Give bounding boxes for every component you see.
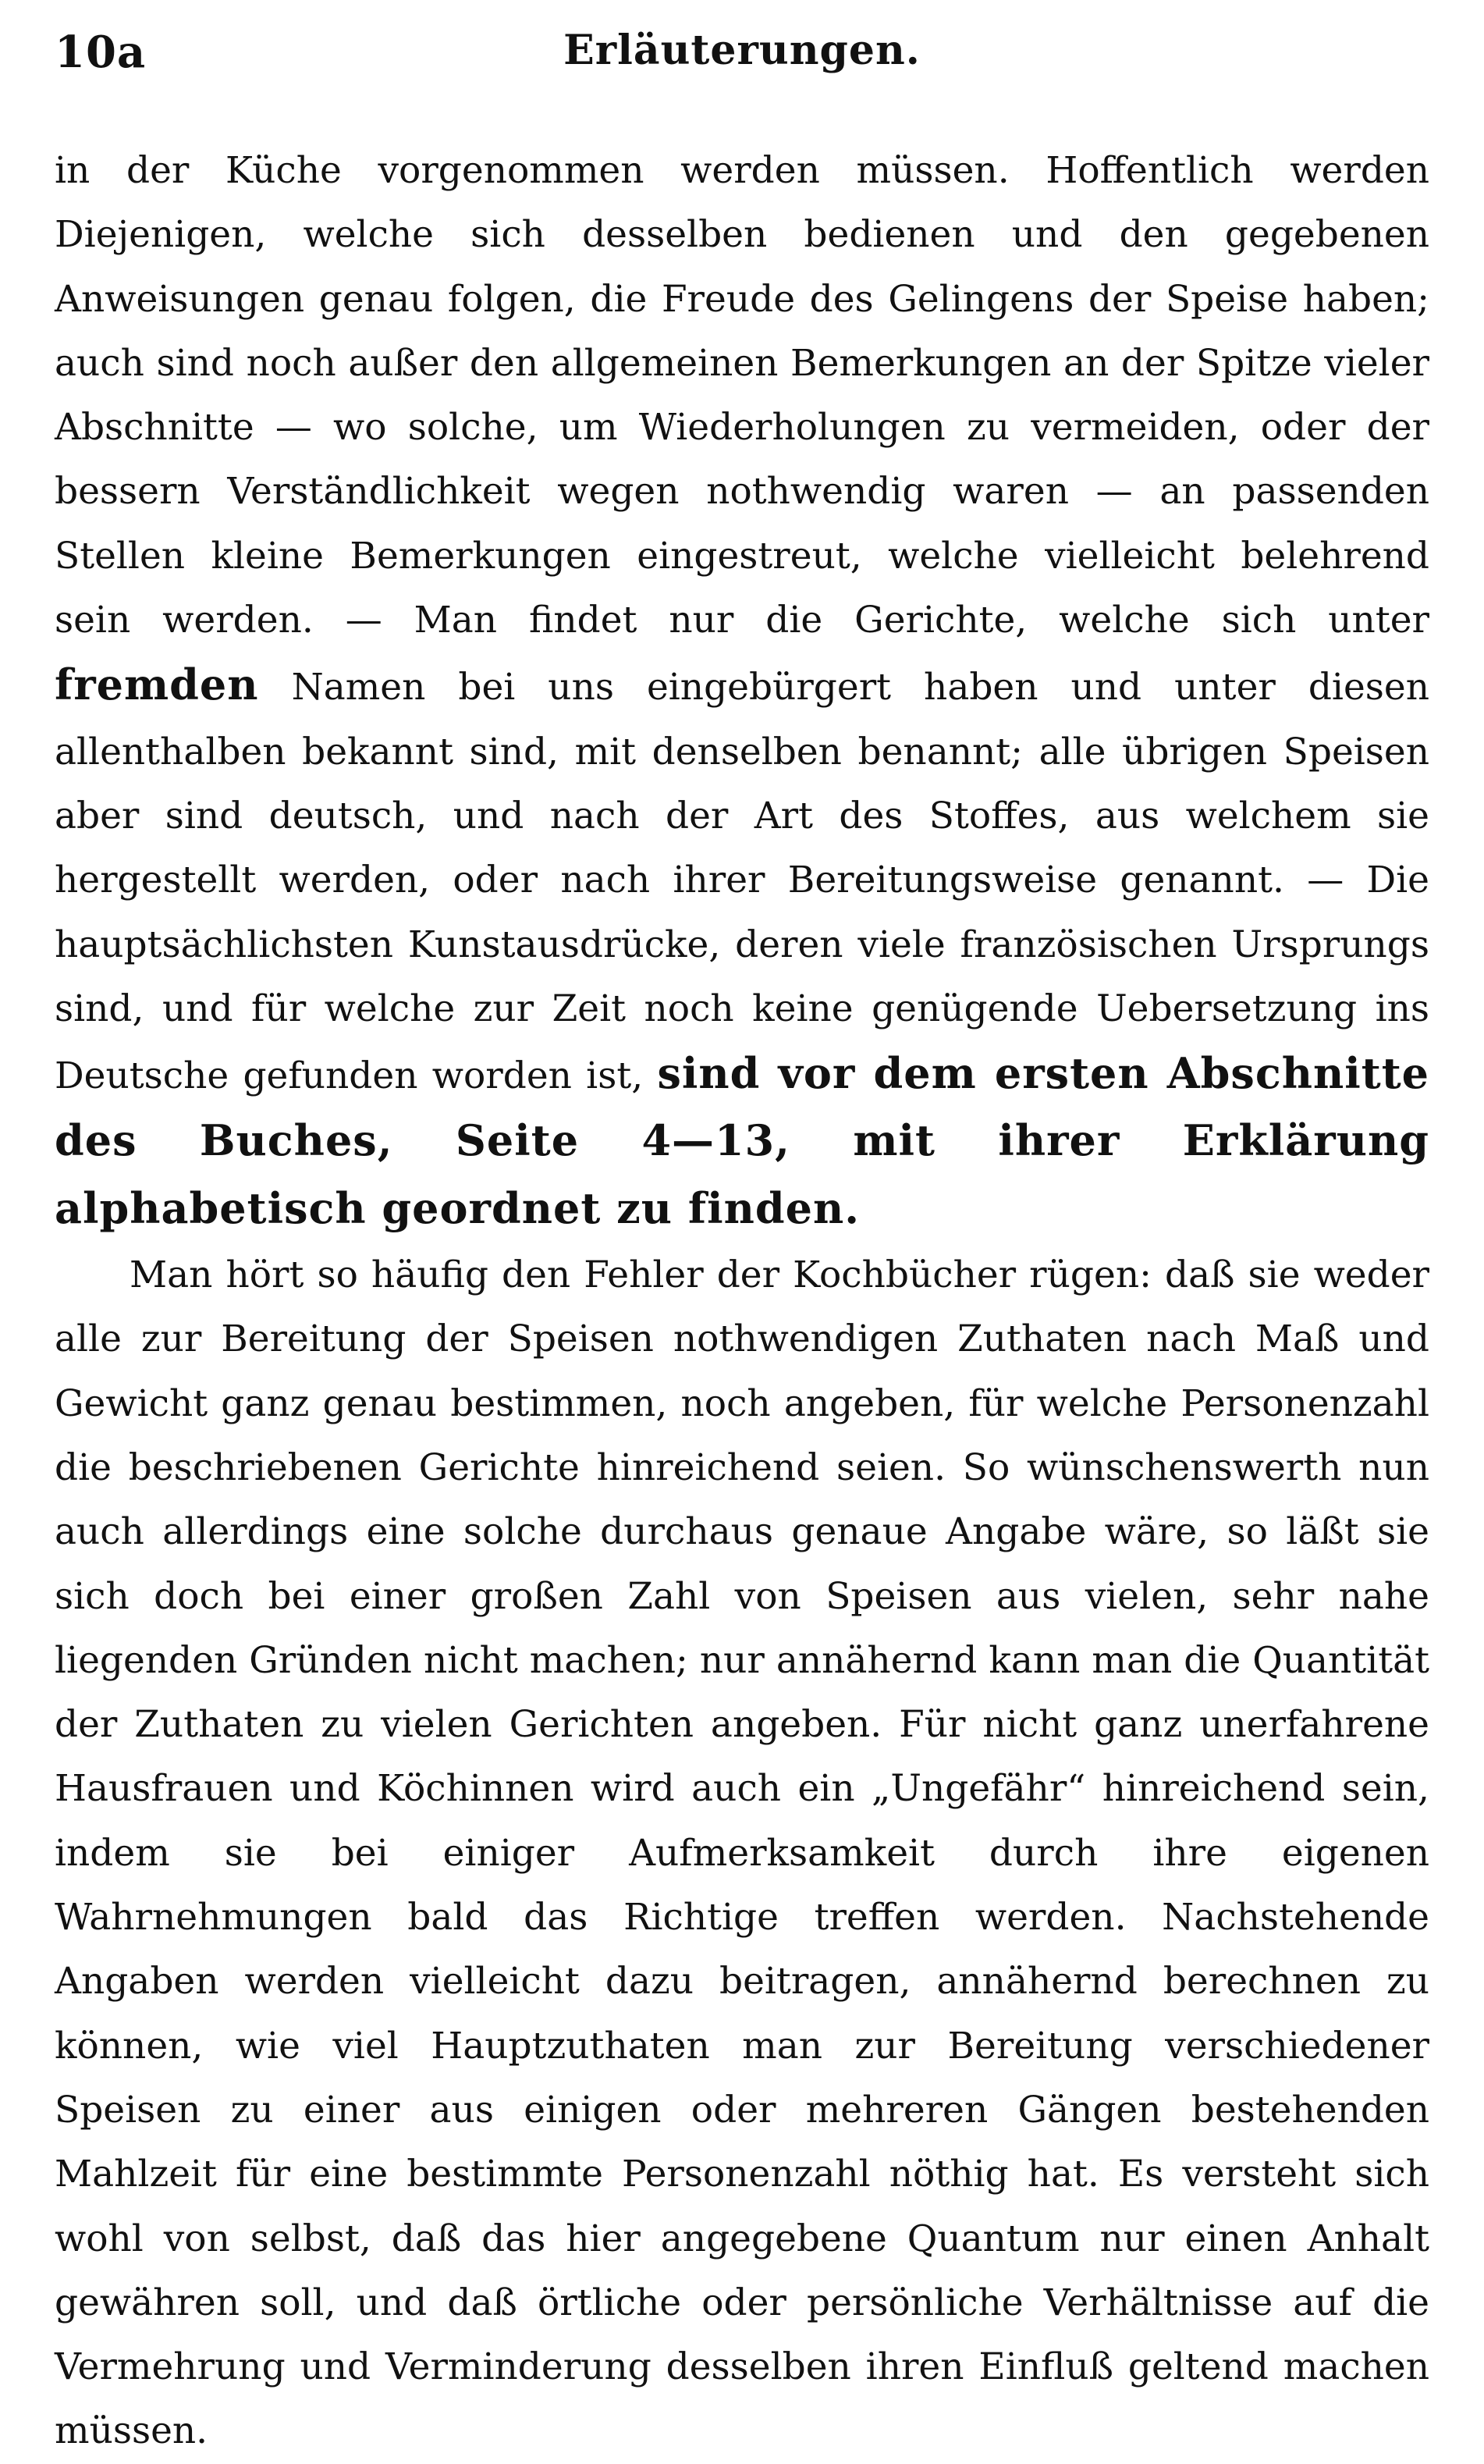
paragraph-1-text-b: Namen bei uns eingebürgert haben und unter diesen allenthalben bekannt sind, mit denselben benannt; alle übrigen Speisen aber sind deutsch, und nach der Art des Stoffes, aus welchem sie hergestellt werden, oder nach ihrer Bereitungsweise genannt. — Die hauptsächlichsten Kunstausdrücke, deren viele französischen Ursprungs sind, und für welche zur Zeit noch keine genügende Uebersetzung ins Deutsche gefunden worden ist,: [55, 666, 1429, 1098]
paragraph-2: Man hört so häufig den Fehler der Kochbücher rügen: daß sie weder alle zur Bereitung der Speisen nothwendigen Zuthaten nach Maß und Gewicht ganz genau bestimmen, noch angeben, für welche Personenzahl die beschriebenen Gerichte hinreichend seien. So wünschenswerth nun auch allerdings eine solche durchaus genaue Angabe wäre, so läßt sie sich doch bei einer großen Zahl von Speisen aus vielen, sehr nahe liegenden Gründen nicht machen; nur annähernd kann man die Quantität der Zuthaten zu vielen Gerichten angeben. Für nicht ganz unerfahrene Hausfrauen und Köchinnen wird auch ein „Ungefähr“ hinreichend sein, indem sie bei einiger Aufmerksamkeit durch ihre eigenen Wahrnehmungen bald das Richtige treffen werden. Nachstehende Angaben werden vielleicht dazu beitragen, annähernd berechnen zu können, wie viel Hauptzuthaten man zur Bereitung verschiedener Speisen zu einer aus einigen oder mehreren Gängen bestehenden Mahlzeit für eine bestimmte Personenzahl nöthig hat. Es versteht sich wohl von selbst, daß das hier angegebene Quantum nur einen Anhalt gewähren soll, und daß örtliche oder persönliche Verhältnisse auf die Vermehrung und Verminderung desselben ihren Einfluß geltend machen müssen.: [55, 1253, 1429, 2453]
emphasis-reference: sind vor dem ersten Abschnitte des Buches, Seite 4—13, mit ihrer Erklärung alphabetisch geordnet zu finden.: [55, 1048, 1429, 1233]
emphasis-fremden: fremden: [55, 660, 259, 710]
running-head: [55, 22, 1429, 108]
running-title: Erläuterungen.: [563, 27, 921, 74]
book-page: [55, 22, 1429, 2453]
paragraph-1-text-a: in der Küche vorgenommen werden müssen. Hoffentlich werden Diejenigen, welche sich desselben bedienen und den gegebenen Anweisungen genau folgen, die Freude des Gelingens der Speise haben; auch sind noch außer den allgemeinen Bemerkungen an der Spitze vieler Abschnitte — wo solche, um Wiederholungen zu vermeiden, oder der bessern Verständlichkeit wegen nothwendig waren — an passenden Stellen kleine Bemerkungen eingestreut, welche vielleicht belehrend sein werden. — Man findet nur die Gerichte, welche sich unter: [55, 149, 1429, 642]
body-text: [55, 139, 1429, 2464]
page-number: 10a: [55, 27, 147, 78]
paragraph-1: [55, 139, 1429, 1243]
